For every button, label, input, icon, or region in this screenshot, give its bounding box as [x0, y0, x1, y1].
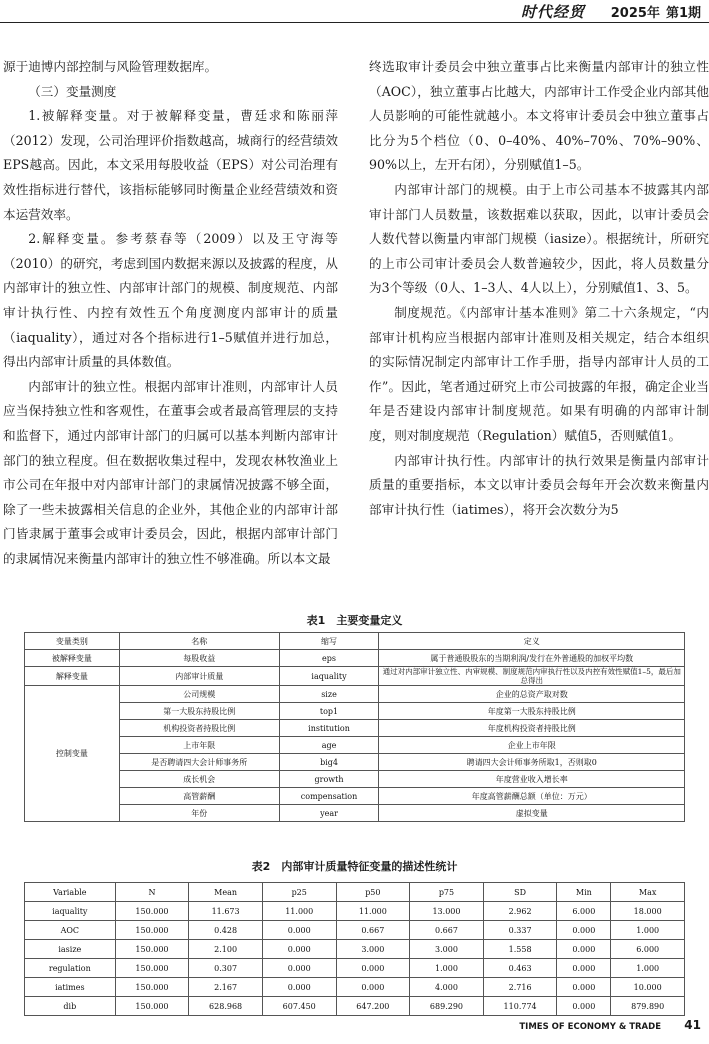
table-cell: 150.000	[115, 997, 189, 1016]
table-cell: 150.000	[115, 978, 189, 997]
table-cell: 年度机构投资者持股比例	[379, 720, 685, 737]
table-header-row	[25, 883, 685, 902]
table-cell: age	[279, 737, 379, 754]
table2-caption: 表2 内部审计质量特征变量的描述性统计	[251, 860, 458, 873]
table-cell: 0.000	[557, 978, 611, 997]
table-cell: 年度第一大股东持股比例	[379, 703, 685, 720]
table-cell: 647.200	[336, 997, 410, 1016]
page-footer	[0, 1014, 709, 1044]
paragraph: 内部审计执行性。内部审计的执行效果是衡量内部审计质量的重要指标，本文以审计委员会每年开会次数来衡量内部审计执行性（iatimes），将开会次数分为5	[369, 452, 709, 517]
table-cell: 年份	[119, 805, 279, 822]
table-cell: 成长机会	[119, 771, 279, 788]
table-cell: 150.000	[115, 959, 189, 978]
paragraph: 终选取审计委员会中独立董事占比来衡量内部审计的独立性（AOC），独立董事占比越大，内部审计工作受企业内部其他人员影响的可能性就越小。本文将审计委员会中独立董事占比分为5个档位（0、0–40%、40%–70%、70%–90%、90%以上，左开右闭），分别赋值1–5。	[369, 59, 709, 173]
header-cell: 缩写	[279, 633, 379, 650]
table-cell: 通过对内部审计独立性、内审规模、制度规范内审执行性以及内控有效性赋值1–5，最后加总得出	[379, 667, 685, 686]
table-cell: 0.000	[336, 959, 410, 978]
table-row	[25, 788, 685, 805]
table-cell: 0.000	[262, 921, 336, 940]
table-cell: 是否聘请四大会计师事务所	[119, 754, 279, 771]
section-heading: （三）变量测度	[28, 83, 117, 99]
journal-brand: 时代经贸	[520, 3, 585, 21]
table-cell: 10.000	[611, 978, 685, 997]
header-cell: 名称	[119, 633, 279, 650]
table-row	[25, 771, 685, 788]
journal-english-name: TIMES OF ECONOMY & TRADE	[519, 1022, 661, 1032]
year: 2025年	[610, 6, 660, 21]
table-cell: 150.000	[115, 902, 189, 921]
table-row	[25, 720, 685, 737]
page-number: 41	[684, 1018, 701, 1032]
table-cell: 0.000	[262, 978, 336, 997]
table-cell: iatimes	[25, 978, 116, 997]
table-cell: dib	[25, 997, 116, 1016]
header-cell: 变量类别	[25, 633, 120, 650]
table-cell: iasize	[25, 940, 116, 959]
table-cell: 属于普通股股东的当期利润/发行在外普通股的加权平均数	[379, 650, 685, 667]
table-row	[25, 805, 685, 822]
table-cell: 3.000	[410, 940, 484, 959]
table-cell: 689.290	[410, 997, 484, 1016]
table-cell: 0.000	[262, 959, 336, 978]
table-cell: 879.890	[611, 997, 685, 1016]
table-cell: institution	[279, 720, 379, 737]
table-cell: 企业的总资产取对数	[379, 686, 685, 703]
page-header	[0, 0, 709, 22]
header-cell: p75	[410, 883, 484, 902]
table-cell: 110.774	[483, 997, 557, 1016]
table-cell: size	[279, 686, 379, 703]
table-cell: AOC	[25, 921, 116, 940]
paragraph: 源于迪博内部控制与风险管理数据库。	[3, 59, 218, 74]
table-row	[25, 921, 685, 940]
table-cell: 1.000	[410, 959, 484, 978]
table-row	[25, 737, 685, 754]
table-cell: iaquality	[25, 902, 116, 921]
table-cell: 2.167	[189, 978, 263, 997]
paragraph: 1.被解释变量。对于被解释变量，曹廷求和陈丽萍（2012）发现，公司治理评价指数越高，城商行的经营绩效EPS越高。因此，本文采用每股收益（EPS）对公司治理有效性指标进行替代，该指标能够同时衡量企业经营绩效和资本运营效率。	[3, 108, 338, 222]
table-cell: 628.968	[189, 997, 263, 1016]
table-row	[25, 754, 685, 771]
table-cell: 1.558	[483, 940, 557, 959]
table-row	[25, 959, 685, 978]
table-cell: 0.000	[557, 921, 611, 940]
table-cell: 解释变量	[25, 667, 120, 686]
header-cell: 定义	[379, 633, 685, 650]
table-cell: 第一大股东持股比例	[119, 703, 279, 720]
descriptive-statistics-table	[24, 882, 685, 1016]
table-row	[25, 978, 685, 997]
table-cell: 每股收益	[119, 650, 279, 667]
table-cell: 0.337	[483, 921, 557, 940]
header-cell: p25	[262, 883, 336, 902]
header-cell: Min	[557, 883, 611, 902]
header-cell: N	[115, 883, 189, 902]
table-cell: big4	[279, 754, 379, 771]
table-cell: 0.000	[557, 997, 611, 1016]
table-cell: 内部审计质量	[119, 667, 279, 686]
table-row	[25, 940, 685, 959]
table-cell: 11.673	[189, 902, 263, 921]
table-cell: 2.100	[189, 940, 263, 959]
table-cell: 150.000	[115, 921, 189, 940]
table-cell: compensation	[279, 788, 379, 805]
table-cell: 1.000	[611, 921, 685, 940]
paragraph: 制度规范。《内部审计基本准则》第二十六条规定，“内部审计机构应当根据内部审计准则及相关规定，结合本组织的实际情况制定内部审计工作手册，指导内部审计人员的工作”。因此，笔者通过研究上市公司披露的年报，确定企业当年是否建设内部审计制度规范。如果有明确的内部审计制度，则对制度规范（Regulation）赋值5，否则赋值1。	[369, 304, 709, 443]
table-cell: 4.000	[410, 978, 484, 997]
table-cell: 13.000	[410, 902, 484, 921]
table-cell: 607.450	[262, 997, 336, 1016]
table-header-row	[25, 633, 685, 650]
table-cell: year	[279, 805, 379, 822]
table-cell: 2.716	[483, 978, 557, 997]
header-cell: SD	[483, 883, 557, 902]
paragraph: 内部审计的独立性。根据内部审计准则，内部审计人员应当保持独立性和客观性，在董事会或者最高管理层的支持和监督下，通过内部审计部门的归属可以基本判断内部审计部门的独立程度。但在数据收集过程中，发现农林牧渔业上市公司在年报中对内部审计部门的隶属情况披露不够全面，除了一些未披露相关信息的企业外，其他企业的内部审计部门皆隶属于董事会或审计委员会，因此，根据内部审计部门的隶属情况来衡量内部审计的独立性不够准确。所以本文最	[3, 378, 338, 566]
table-cell: 18.000	[611, 902, 685, 921]
table-cell: 0.428	[189, 921, 263, 940]
table-cell: 11.000	[262, 902, 336, 921]
table-cell: 0.000	[336, 978, 410, 997]
header-cell: Variable	[25, 883, 116, 902]
table1-caption: 表1 主要变量定义	[306, 614, 403, 627]
header-rule	[0, 22, 709, 23]
table-cell: eps	[279, 650, 379, 667]
table-row	[25, 997, 685, 1016]
table-cell: 上市年限	[119, 737, 279, 754]
table-cell: 高管薪酬	[119, 788, 279, 805]
table-cell: 0.667	[410, 921, 484, 940]
table-cell: 机构投资者持股比例	[119, 720, 279, 737]
table-row	[25, 902, 685, 921]
issue-number: 第1期	[665, 6, 701, 21]
table-cell: 聘请四大会计师事务所取1，否则取0	[379, 754, 685, 771]
table-cell: 年度高管薪酬总额（单位：万元）	[379, 788, 685, 805]
left-column	[3, 55, 338, 571]
header-cell: p50	[336, 883, 410, 902]
table-cell: 企业上市年限	[379, 737, 685, 754]
table-cell: 0.000	[557, 959, 611, 978]
table-cell: 公司规模	[119, 686, 279, 703]
table-cell: 0.000	[262, 940, 336, 959]
table-cell: 虚拟变量	[379, 805, 685, 822]
variable-definition-table	[24, 632, 685, 822]
header-cell: Mean	[189, 883, 263, 902]
table-cell: 0.667	[336, 921, 410, 940]
table-cell: 3.000	[336, 940, 410, 959]
table-cell: 6.000	[611, 940, 685, 959]
table-cell: 150.000	[115, 940, 189, 959]
table-cell: 被解释变量	[25, 650, 120, 667]
header-cell: Max	[611, 883, 685, 902]
table-cell: top1	[279, 703, 379, 720]
table-cell: 控制变量	[25, 686, 120, 822]
table-row	[25, 686, 685, 703]
table-row	[25, 703, 685, 720]
table-cell: regulation	[25, 959, 116, 978]
table-cell: 年度营业收入增长率	[379, 771, 685, 788]
paragraph: 内部审计部门的规模。由于上市公司基本不披露其内部审计部门人员数量，该数据难以获取，因此，以审计委员会人数代替以衡量内审部门规模（iasize）。根据统计，所研究的上市公司审计委员会人数普遍较少，因此，将人员数量分为3个等级（0人、1–3人、4人以上），分别赋值1、3、5。	[369, 181, 709, 296]
table-row	[25, 667, 685, 686]
table-cell: iaquality	[279, 667, 379, 686]
paragraph: 2.解释变量。参考蔡春等（2009）以及王守海等（2010）的研究，考虑到国内数据来源以及披露的程度，从内部审计的独立性、内部审计部门的规模、制度规范、内部审计执行性、内控有效性五个角度测度内部审计的质量（iaquality），通过对各个指标进行1–5赋值并进行加总，得出内部审计质量的具体数值。	[3, 231, 338, 370]
table-cell: 0.307	[189, 959, 263, 978]
table-cell: 0.000	[557, 940, 611, 959]
table-cell: 1.000	[611, 959, 685, 978]
issue-info	[605, 2, 701, 21]
table-cell: 2.962	[483, 902, 557, 921]
table-cell: 0.463	[483, 959, 557, 978]
table-cell: 6.000	[557, 902, 611, 921]
table-row	[25, 650, 685, 667]
table-cell: 11.000	[336, 902, 410, 921]
table-cell: growth	[279, 771, 379, 788]
right-column	[369, 55, 709, 522]
